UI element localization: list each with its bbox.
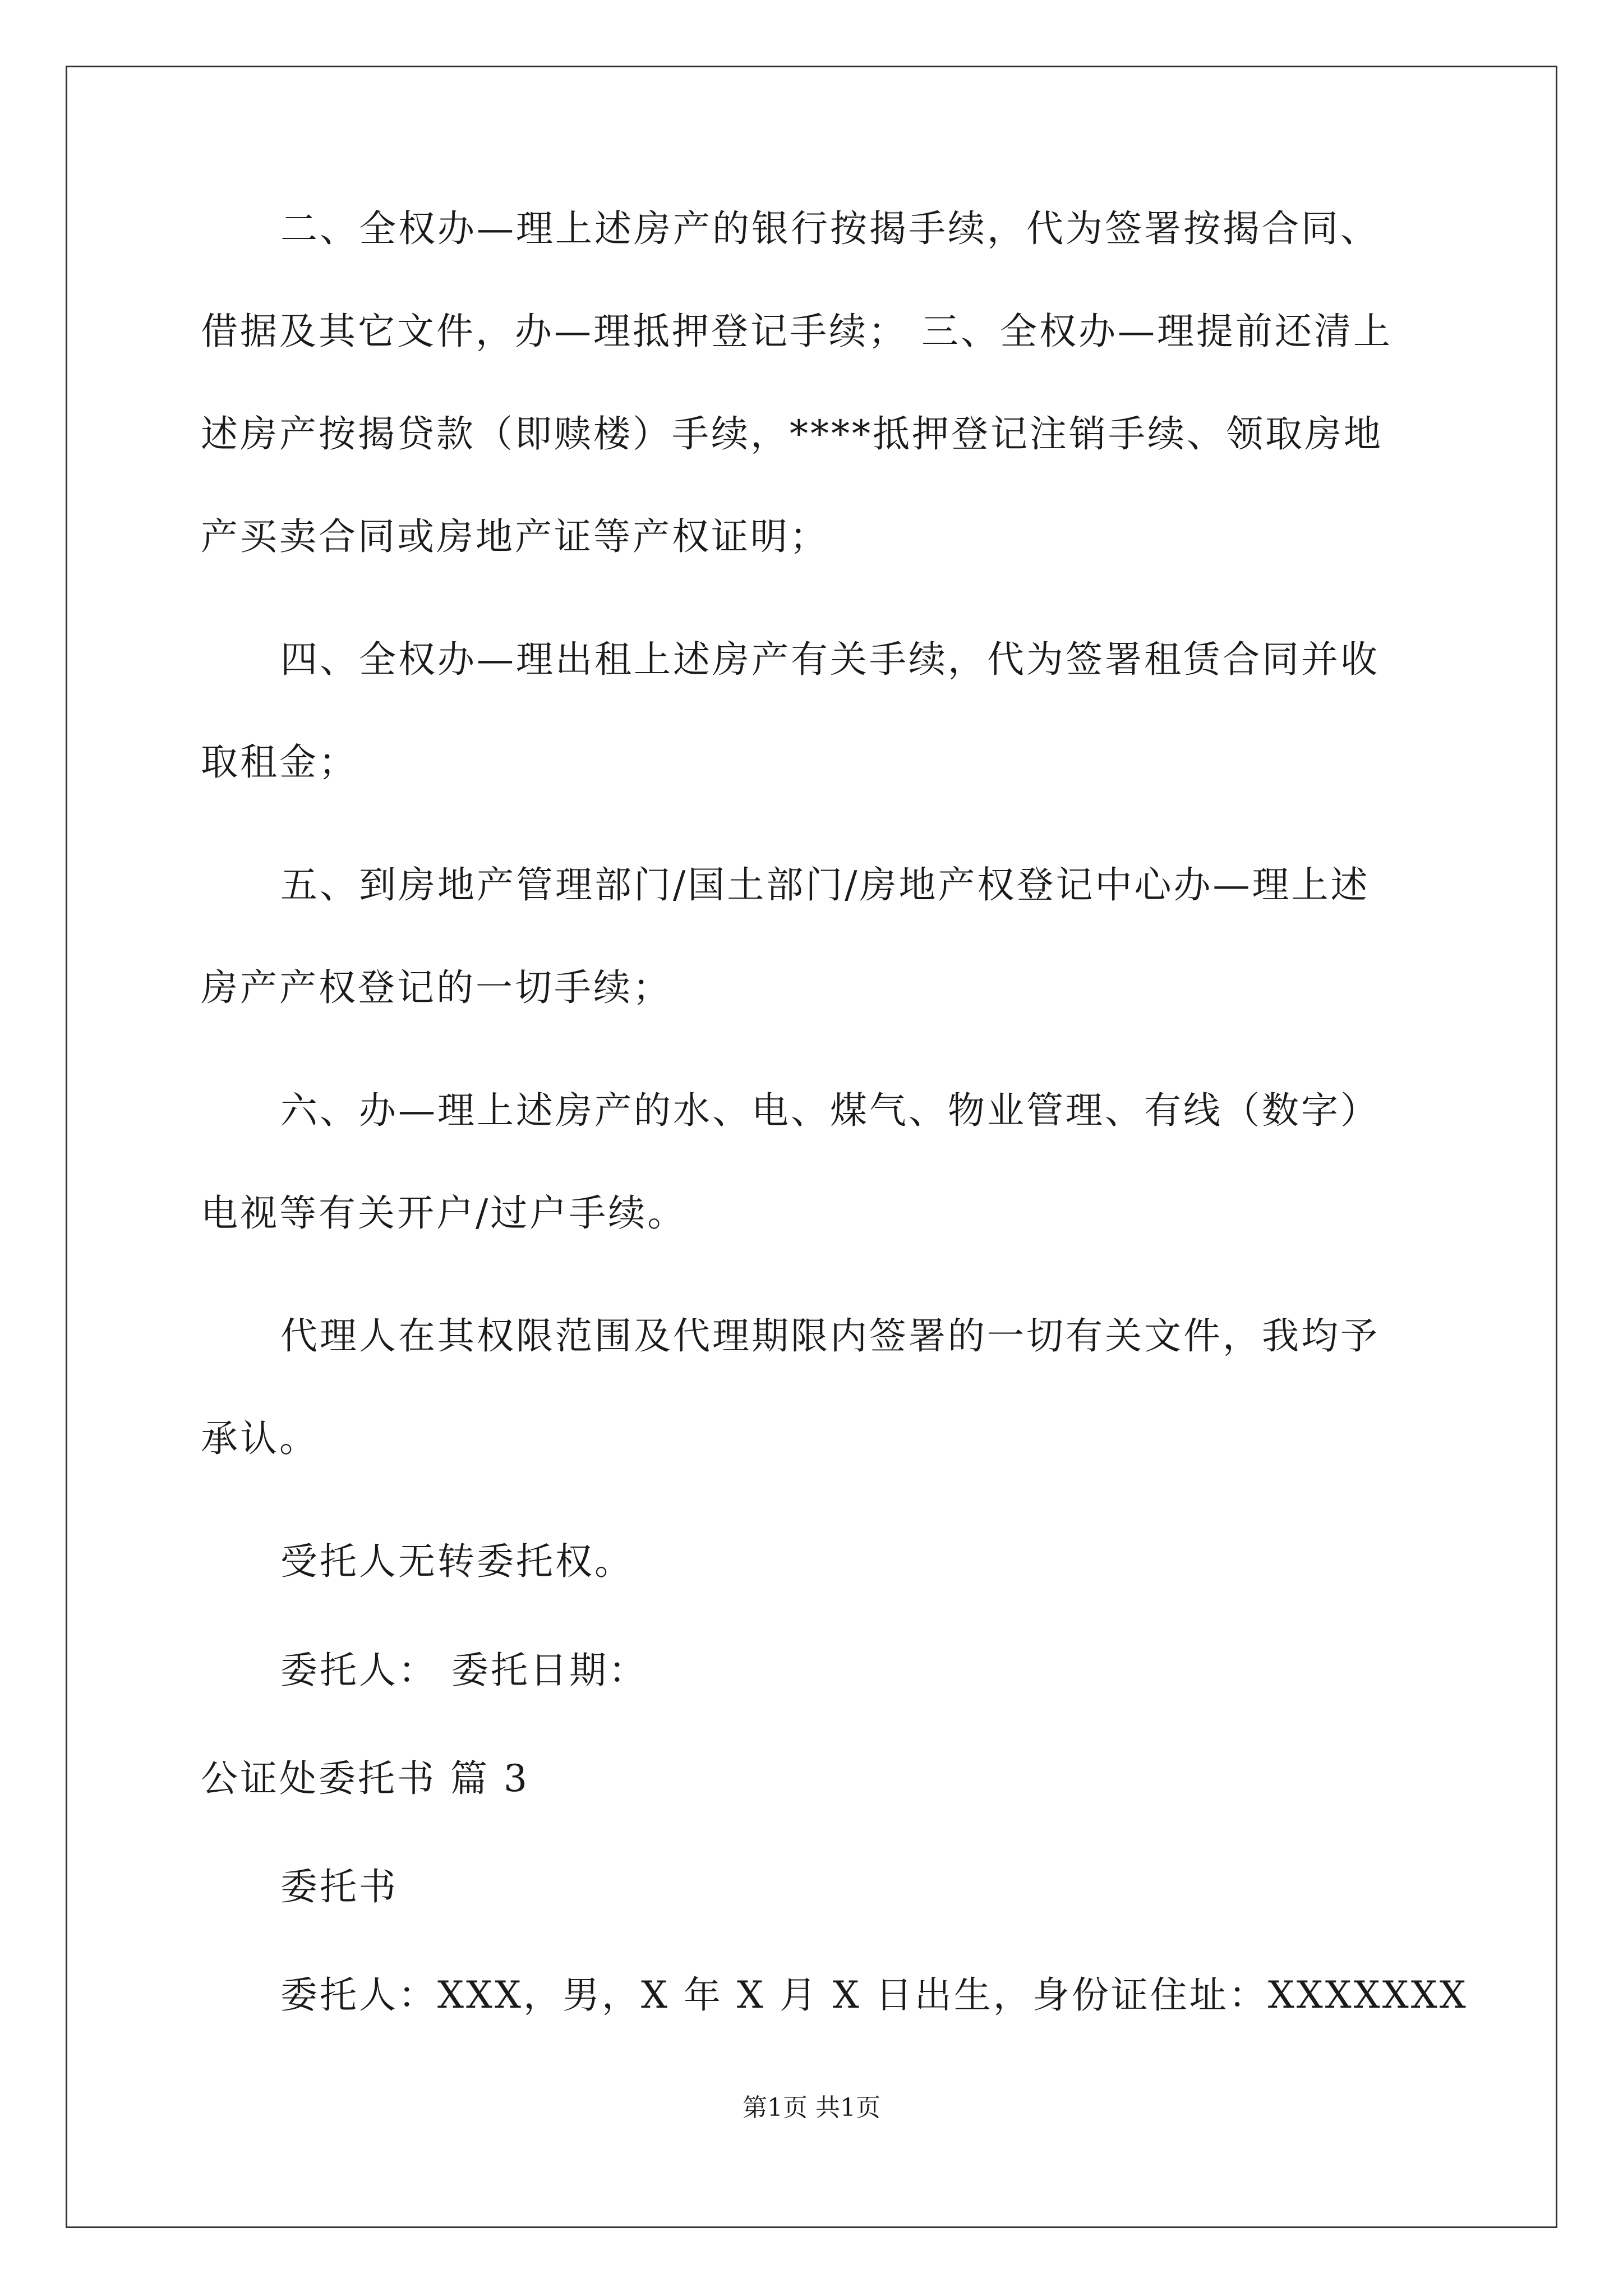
paragraph-5-line-1: 五、到房地产管理部门/国土部门/房地产权登记中心办—理上述 xyxy=(280,863,1370,907)
paragraph-6-line-2: 电视等有关开户/过户手续。 xyxy=(201,1191,687,1235)
page-footer: 第1页 共1页 xyxy=(743,2093,880,2122)
letter-title: 委托书 xyxy=(280,1865,398,1908)
paragraph-2-line-1: 二、全权办—理上述房产的银行按揭手续，代为签署按揭合同、 xyxy=(280,207,1380,250)
paragraph-2-line-2: 借据及其它文件，办—理抵押登记手续； 三、全权办—理提前还清上 xyxy=(201,310,1393,353)
no-delegation-line: 受托人无转委托权。 xyxy=(280,1540,634,1583)
paragraph-2-line-4: 产买卖合同或房地产证等产权证明； xyxy=(201,515,829,558)
agent-paragraph-line-2: 承认。 xyxy=(201,1417,319,1460)
paragraph-4-line-2: 取租金； xyxy=(201,740,358,784)
principal-info-line: 委托人：XXX，男，X 年 X 月 X 日出生，身份证住址：XXXXXXX xyxy=(280,1973,1468,2017)
paragraph-2-line-3: 述房产按揭贷款（即赎楼）手续，****抵押登记注销手续、领取房地 xyxy=(201,412,1383,455)
paragraph-5-line-2: 房产产权登记的一切手续； xyxy=(201,966,672,1009)
section-heading: 公证处委托书 篇 3 xyxy=(201,1757,529,1800)
paragraph-4-line-1: 四、全权办—理出租上述房产有关手续，代为签署租赁合同并收 xyxy=(280,638,1380,681)
paragraph-6-line-1: 六、办—理上述房产的水、电、煤气、物业管理、有线（数字） xyxy=(280,1089,1380,1132)
principal-date-line: 委托人： 委托日期： xyxy=(280,1649,648,1692)
agent-paragraph-line-1: 代理人在其权限范围及代理期限内签署的一切有关文件，我均予 xyxy=(280,1314,1380,1358)
